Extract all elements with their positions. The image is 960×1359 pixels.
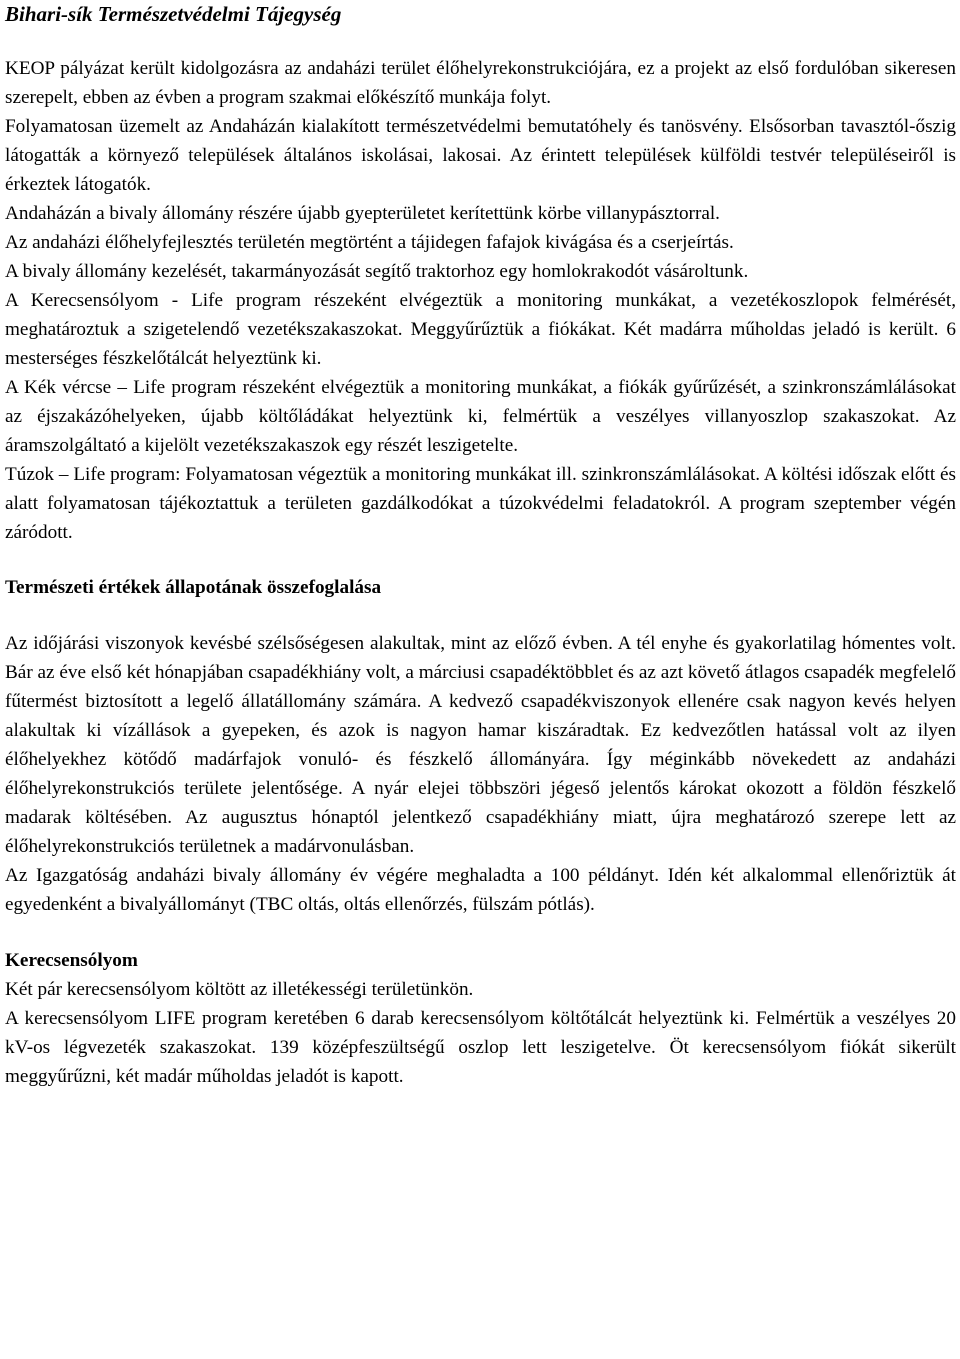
paragraph-homlokrakodo: A bivaly állomány kezelését, takarmányozását segítő traktorhoz egy homlokrakodót vásároltunk. [5,261,749,282]
paragraph-bivaly-allomany: Az Igazgatóság andaházi bivaly állomány év végére meghaladta a 100 példányt. Idén két alkalommal ellenőriztük át egyedenként a bivalyállományt (TBC oltás, oltás ellenőrzés, fülszám pótlás). [5,865,956,915]
summary-heading: Természeti értékek állapotának összefoglalása [5,577,382,598]
page-header-title: Bihari-sík Természetvédelmi Tájegység [5,2,342,26]
paragraph-cserjeirtas: Az andaházi élőhelyfejlesztés területén megtörtént a tájidegen fafajok kivágása és a cserjeírtás. [5,232,734,253]
paragraph-kerecsen-life: A Kerecsensólyom - Life program részeként elvégeztük a monitoring munkákat, a vezetékoszlopok felmérését, meghatároztuk a szigetelendő vezetékszakaszokat. Meggyűrűztük a fiókákat. Két madárra műholdas jeladó is került. 6 mesterséges fészkelőtálcát helyeztünk ki. [5,290,956,369]
kerecsen-section [5,946,956,1091]
paragraph-idojaras: Az időjárási viszonyok kevésbé szélsőségesen alakultak, mint az előző évben. A tél enyhe és gyakorlatilag hómentes volt. Bár az éve első két hónapjában csapadékhiány volt, a márciusi csapadéktöbblet és az azt követő átlagos csapadék megfelelő fűtermést biztosított a legelő állatállomány számára. A kedvező csapadékviszonyok ellenére csak nagyon kevés helyen alakultak ki vízállások a gyepeken, és azok is nagyon hamar kiszáradtak. Ez kedvezőtlen hatással volt az ilyen élőhelyekhez kötődő madárfajok vonuló- és fészkelő állományára. Így méginkább növekedett az andaházi élőhelyrekonstrukciós területe jelentősége. A nyár elejei többszöri jégeső jelentős károkat okozott a földön fészkelő madarak költésében. Az augusztus hónaptól jelentkező csapadékhiány miatt, újra meghatározó szerepe lett az élőhelyrekonstrukciós területnek a madárvonulásban. [5,633,956,857]
summary-section [5,629,956,919]
paragraph-bemutatohely: Folyamatosan üzemelt az Andaházán kialakított természetvédelmi bemutatóhely és tanösvény. Elsősorban tavasztól-őszig látogatták a környező települések általános iskolásai, lakosai. Az érintett települések külföldi testvér településeiről is érkeztek látogatók. [5,116,956,195]
paragraph-ket-par: Két pár kerecsensólyom költött az illetékességi területünkön. [5,979,474,1000]
paragraph-keop: KEOP pályázat került kidolgozásra az andaházi terület élőhelyrekonstrukciójára, ez a projekt az első fordulóban sikeresen szerepelt, ebben az évben a program szakmai előkészítő munkája folyt. [5,58,956,108]
projects-section [5,54,956,547]
kerecsen-heading: Kerecsensólyom [5,950,138,971]
paragraph-kek-vercse-life: A Kék vércse – Life program részeként elvégeztük a monitoring munkákat, a fiókák gyűrűzését, a szinkronszámlálásokat az éjszakázóhelyeken, újabb költőládákat helyeztünk ki, felmértük a veszélyes villanyoszlop szakaszokat. Az áramszolgáltató a kijelölt vezetékszakaszok egy részét leszigetelte. [5,377,956,456]
paragraph-tuzok-life: Túzok – Life program: Folyamatosan végeztük a monitoring munkákat ill. szinkronszámlálásokat. A költési időszak előtt és alatt folyamatosan tájékoztattuk a területen gazdálkodókat a túzokvédelmi feladatokról. A program szeptember végén záródott. [5,464,956,543]
paragraph-villanypasztor: Andaházán a bivaly állomány részére újabb gyepterületet kerítettünk körbe villanypásztorral. [5,203,720,224]
paragraph-kerecsen-program: A kerecsensólyom LIFE program keretében 6 darab kerecsensólyom költőtálcát helyeztünk ki. Felmértük a veszélyes 20 kV-os légvezeték szakaszokat. 139 középfeszültségű oszlop lett leszigetelve. Öt kerecsensólyom fiókát sikerült meggyűrűzni, két madár műholdas jeladót is kapott. [5,1008,956,1087]
